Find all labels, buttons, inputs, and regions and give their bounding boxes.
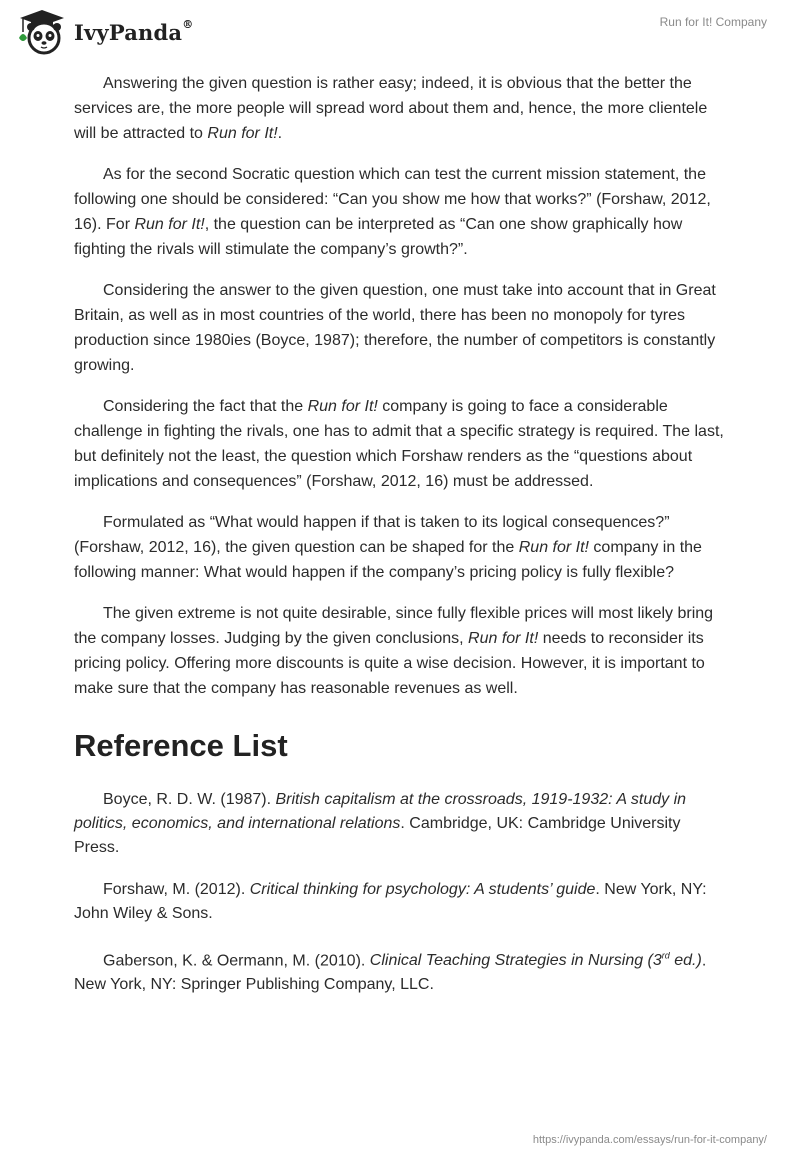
brand-logo[interactable] <box>14 8 193 56</box>
body-paragraph: As for the second Socratic question which can test the current mission statement, the following one should be considered: “Can you show me how that works?” (Forshaw, 2012, 16). For Run for It!, the question can be interpreted as “Can one show graphically how fighting the rivals will stimulate the company’s growth?”. <box>74 166 711 258</box>
reference-entry: Boyce, R. D. W. (1987). British capitalism at the crossroads, 1919-1932: A study in politics, economics, and international relations. Cambridge, UK: Cambridge University Press. <box>74 791 687 856</box>
brand-name: IvyPanda® <box>74 17 194 45</box>
essay-content <box>74 71 728 1015</box>
body-paragraph: Answering the given question is rather easy; indeed, it is obvious that the better the services are, the more people will spread word about them and, hence, the more clientele will be attracted to Run for It!. <box>74 75 708 142</box>
reference-entry: Forshaw, M. (2012). Critical thinking for psychology: A students’ guide. New York, NY: John Wiley & Sons. <box>74 881 707 922</box>
panda-graduate-icon <box>14 8 70 56</box>
reference-entry: Gaberson, K. & Oermann, M. (2010). Clinical Teaching Strategies in Nursing (3rd ed.). New York, NY: Springer Publishing Company, LLC. <box>74 951 707 994</box>
body-paragraph: Considering the fact that the Run for It! company is going to face a considerable challenge in fighting the rivals, one has to admit that a specific strategy is required. The last, but definitely not the least, the question which Forshaw renders as the “questions about implications and consequences” (Forshaw, 2012, 16) must be addressed. <box>74 398 724 490</box>
body-paragraph: The given extreme is not quite desirable, since fully flexible prices will most likely bring the company losses. Judging by the given conclusions, Run for It! needs to reconsider its pricing policy. Offering more discounts is quite a wise decision. However, it is important to make sure that the company has reasonable revenues as well. <box>74 605 714 697</box>
body-paragraph: Considering the answer to the given question, one must take into account that in Great Britain, as well as in most countries of the world, there has been no monopoly for tyres production since 1980ies (Boyce, 1987); therefore, the number of competitors is constantly growing. <box>74 282 716 374</box>
running-title: Run for It! Company <box>659 15 767 29</box>
reference-list-heading: Reference List <box>74 728 288 763</box>
page-header <box>0 0 800 62</box>
body-paragraph: Formulated as “What would happen if that is taken to its logical consequences?” (Forshaw, 2012, 16), the given question can be shaped for the Run for It! company in the following manner: What would happen if the company’s pricing policy is fully flexible? <box>74 514 702 581</box>
source-url[interactable]: https://ivypanda.com/essays/run-for-it-company/ <box>532 1134 767 1146</box>
